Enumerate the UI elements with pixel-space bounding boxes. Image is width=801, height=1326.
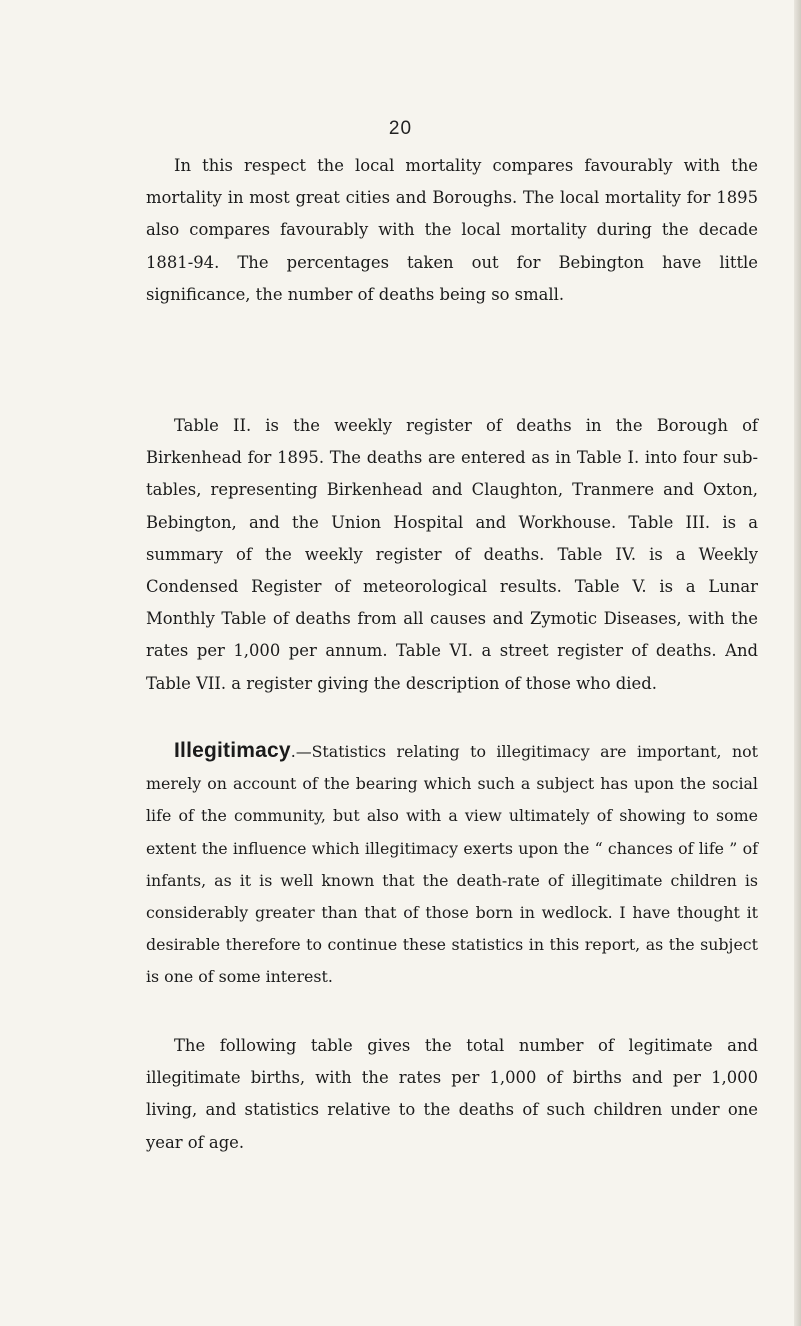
paragraph-mortality-comparison: In this respect the local mortality compares favourably with the mortality in most great cities and Boroughs. The local mortality for 1895 also compares favourably with the local mortality during the decade 1881-94. The percentages taken out for Bebington have little significance, the number of deaths being so small. — [146, 156, 758, 304]
page-edge-shadow — [794, 0, 801, 1326]
section-heading-illegitimacy: Illegitimacy — [174, 739, 291, 762]
page-number: 20 — [388, 118, 413, 139]
paragraph-tables-description: Table II. is the weekly register of deaths in the Borough of Birkenhead for 1895. The deaths are entered as in Table I. into four sub-tables, representing Birkenhead and Claughton, Tranmere and Oxton, Bebington, and the Union Hospital and Workhouse. Table III. is a summary of the weekly register of deaths. Table IV. is a Weekly Condensed Register of meteorological results. Table V. is a Lunar Monthly Table of deaths from all causes and Zymotic Diseases, with the rates per 1,000 per annum. Table VI. a street register of deaths. And Table VII. a register giving the description of those who died. — [146, 416, 758, 693]
paragraph-following-table: The following table gives the total number of legitimate and illegitimate births, with the rates per 1,000 of births and per 1,000 living, and statistics relative to the deaths of such children under one year of age. — [146, 1036, 758, 1152]
illegitimacy-body-text: .—Statistics relating to illegitimacy are important, not merely on account of the bearing which such a subject has upon the social life of the community, but also with a view ultimately of showing to some extent the influence which illegitimacy exerts upon the “ chances of life ” of infants, as it is well known that the death-rate of illegitimate children is considerably greater than that of those born in wedlock. I have thought it desirable therefore to continue these statistics in this report, as the subject is one of some interest. — [146, 742, 758, 987]
paragraph-illegitimacy — [146, 735, 758, 994]
